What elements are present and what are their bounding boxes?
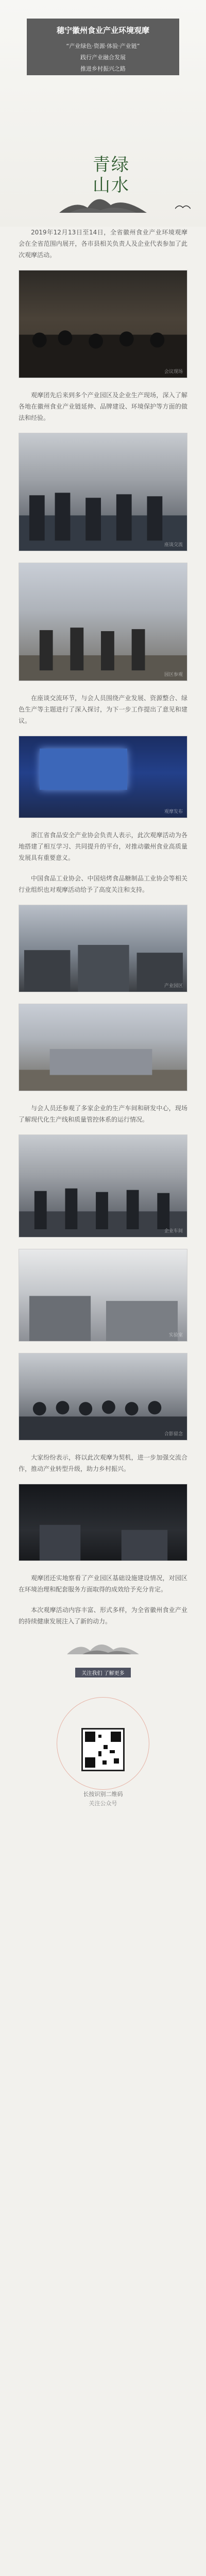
workshop-silhouettes: [19, 1176, 187, 1237]
paragraph: 浙江省食品安全产业协会负责人表示，此次观摩活动为各地搭建了相互学习、共同提升的平台，对推动徽州食业高质量发展具有重要意义。: [19, 832, 187, 861]
header-subline-1: “产业绿色·资源·体验·产业链”: [66, 43, 140, 49]
plant-outline: [19, 1039, 187, 1091]
photo-evening: [19, 1484, 187, 1561]
header-subline-2: 践行产业融合发展: [80, 54, 126, 61]
photo-caption: 观摩发布: [164, 809, 183, 815]
paragraph: 2019年12月13日至14日，全省徽州食业产业环境观摩会在全省范围内展开，各市县相关负责人及企业代表参加了此次观摩活动。: [19, 229, 187, 259]
audience-silhouettes: [19, 313, 187, 378]
hero-headline-bottom: 山水: [93, 175, 130, 196]
photo-lab: [19, 1249, 187, 1342]
photo-caption: 合影留念: [164, 1432, 183, 1437]
photo-industrial-park: [19, 905, 187, 992]
paragraph: 大家纷纷表示，将以此次观摩为契机，进一步加强交流合作，推动产业转型升级，助力乡村振兴。: [19, 1454, 187, 1472]
visitors-silhouettes: [19, 610, 187, 681]
group-silhouettes: [19, 480, 187, 551]
photo-site-visit: [19, 563, 187, 681]
photo-discussion: [19, 433, 187, 551]
paragraph: 观摩团先后来到多个产业园区及企业生产现场，深入了解各地在徽州食业产业链延伸、品牌建设、环境保护等方面的做法和经验。: [19, 392, 187, 421]
photo-factory-outdoor: [19, 1004, 187, 1091]
photo-caption: 园区参观: [164, 672, 183, 677]
header-title: 穂宁徽州食业产业环境观摩: [56, 26, 149, 35]
photo-caption: 企业车间: [164, 1229, 183, 1234]
article-footer: [0, 1636, 206, 1836]
qr-caption-secondary: 关注公众号: [89, 1800, 117, 1807]
follow-banner: 关注我们 了解更多: [75, 1668, 130, 1677]
photo-caption: 实验室: [168, 1333, 183, 1338]
photo-stage-screen: [19, 736, 187, 818]
photo-caption: 座谈交流: [164, 543, 183, 548]
photo-meeting-room: [19, 270, 187, 378]
photo-caption: 产业园区: [164, 984, 183, 989]
photo-workshop: [19, 1134, 187, 1238]
article-header: [0, 0, 206, 227]
header-subline-3: 推进乡村振兴之路: [80, 65, 126, 72]
bird-icon: [175, 204, 191, 211]
stage-screen: [40, 749, 127, 790]
header-banner: [27, 19, 179, 75]
paragraph: 在座谈交流环节，与会人员围绕产业发展、资源整合、绿色生产等主题进行了深入探讨，为下一步工作提出了意见和建议。: [19, 694, 187, 724]
photo-caption: 会议现场: [164, 369, 183, 375]
article-body: [0, 227, 206, 1627]
evening-scene: [19, 1515, 187, 1561]
building-shapes: [19, 940, 187, 992]
paragraph: 中国食品工业协会、中国焙烤食品糖制品工业协会等相关行业组织也对观摩活动给予了高度关注和支持。: [19, 875, 187, 893]
paragraph: 本次观摩活动内容丰富、形式多样，为全省徽州食业产业的持续健康发展注入了新的动力。: [19, 1606, 187, 1625]
ink-mountain-icon: [59, 190, 147, 215]
qr-code[interactable]: [81, 1728, 125, 1771]
group-photo-silhouettes: [19, 1388, 187, 1440]
hero-headline-top: 青绿: [93, 155, 130, 175]
qr-code-icon: [83, 1730, 123, 1770]
paragraph: 与会人员还参观了多家企业的生产车间和研发中心，现场了解现代化生产线和质量管控体系的运行情况。: [19, 1105, 187, 1123]
lab-equipment: [19, 1286, 187, 1341]
qr-section: [21, 1687, 185, 1836]
photo-group-shot: [19, 1353, 187, 1440]
ink-wash-decoration-icon: [67, 1636, 139, 1657]
paragraph: 观摩团还实地察看了产业园区基础设施建设情况，对园区在环境治理和配套服务方面取得的成效给予充分肯定。: [19, 1574, 187, 1593]
qr-caption: 长按识别二维码: [83, 1791, 123, 1798]
